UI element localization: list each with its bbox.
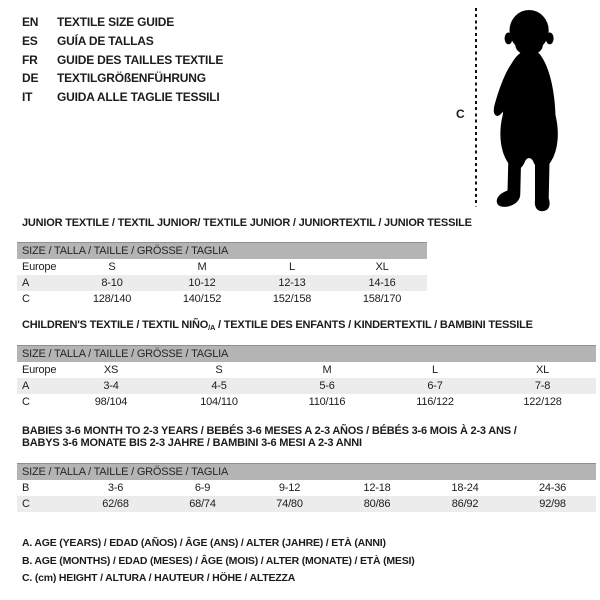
language-list [22, 13, 223, 107]
language-code: FR [22, 52, 38, 67]
language-row-fr [22, 51, 223, 70]
babies-textile-section [17, 425, 596, 512]
size-cell: L [289, 261, 295, 273]
height-dashed-line [475, 8, 477, 207]
table-row-height [17, 496, 596, 512]
height-cell: 122/128 [523, 396, 562, 408]
height-cell: 80/86 [333, 496, 421, 512]
height-cell: 158/170 [362, 293, 402, 305]
footnote-age-months: B. AGE (MONTHS) / EDAD (MESES) / ÂGE (MOIS) / ALTER (MONATE) / ETÀ (MESI) [22, 554, 415, 567]
footnotes [22, 535, 415, 588]
row-label: A [17, 275, 67, 291]
height-cell: 92/98 [509, 496, 596, 512]
row-label: A [17, 378, 57, 394]
table-row-europe [17, 259, 427, 275]
height-cell: 74/80 [246, 496, 333, 512]
language-text: TEXTILGRÖßENFÜHRUNG [57, 71, 206, 86]
table-row-height [17, 394, 596, 410]
age-cell: 10-12 [157, 275, 247, 291]
language-row-es [22, 32, 223, 51]
language-row-it [22, 88, 223, 107]
language-code: IT [22, 90, 33, 105]
size-header-row [17, 346, 596, 363]
size-cell: M [197, 261, 207, 273]
footnote-age-years: A. AGE (YEARS) / EDAD (AÑOS) / ÂGE (ANS) / ALTER (JAHRE) / ETÀ (ANNI) [22, 537, 386, 549]
height-cell: 62/68 [72, 496, 159, 512]
language-code: EN [22, 15, 39, 29]
height-cell: 86/92 [421, 496, 509, 512]
size-cell: L [432, 364, 438, 376]
table-row-age [17, 275, 427, 291]
age-cell: 6-9 [194, 482, 211, 494]
language-text: GUIDE DES TAILLES TEXTILE [57, 52, 224, 67]
table-row-age-months [17, 480, 596, 496]
height-cell: 128/140 [92, 293, 132, 305]
height-cell: 152/158 [272, 293, 312, 305]
size-cell: XS [103, 364, 119, 376]
junior-table-title: JUNIOR TEXTILE / TEXTIL JUNIOR/ TEXTILE JUNIOR / JUNIORTEXTIL / JUNIOR TESSILE [22, 217, 472, 229]
language-text: GUÍA DE TALLAS [57, 33, 154, 48]
age-cell: 9-12 [278, 482, 301, 494]
age-cell: 8-10 [67, 275, 157, 291]
babies-table-title-line2: BABYS 3-6 MONATE BIS 2-3 JAHRE / BAMBINI 3-6 MESI A 2-3 ANNI [22, 437, 362, 449]
age-cell: 4-5 [165, 378, 273, 394]
title-subscript: /A [208, 323, 216, 332]
size-header-row [17, 464, 596, 481]
row-label: B [22, 482, 30, 494]
table-row-age [17, 378, 596, 394]
height-cell: 110/116 [308, 396, 346, 408]
title-part: CHILDREN'S TEXTILE / TEXTIL NIÑO [22, 319, 209, 331]
size-cell: S [215, 364, 223, 376]
row-label: C [22, 396, 30, 408]
language-row-en [22, 13, 223, 32]
size-header-label: SIZE / TALLA / TAILLE / GRÖSSE / TAGLIA [17, 346, 596, 363]
height-cell: 98/104 [94, 396, 128, 408]
size-cell: S [108, 261, 116, 273]
children-textile-section [17, 319, 596, 410]
height-figure [452, 5, 592, 217]
age-cell: 24-36 [538, 482, 567, 494]
size-cell: XL [375, 261, 389, 273]
title-part: / TEXTILE DES ENFANTS / KINDERTEXTIL / BAMBINI TESSILE [215, 319, 533, 331]
table-row-height [17, 291, 427, 307]
row-label: C [22, 293, 30, 305]
language-text: TEXTILE SIZE GUIDE [57, 15, 175, 29]
size-cell: XL [536, 364, 550, 376]
age-cell: 7-8 [489, 378, 596, 394]
row-label: C [17, 496, 72, 512]
children-table-title [22, 319, 596, 332]
age-cell: 18-24 [451, 482, 479, 494]
row-label: Europe [22, 364, 57, 376]
age-cell: 5-6 [273, 378, 381, 394]
size-header-row [17, 243, 427, 260]
size-header-label: SIZE / TALLA / TAILLE / GRÖSSE / TAGLIA [17, 243, 427, 260]
babies-table-title-line1: BABIES 3-6 MONTH TO 2-3 YEARS / BEBÉS 3-6 MESES A 2-3 AÑOS / BÉBÉS 3-6 MOIS À 2-3 ANS / [22, 425, 517, 437]
language-code: ES [22, 33, 38, 48]
babies-table [17, 463, 596, 512]
height-measure-label: C [456, 107, 465, 121]
age-cell: 12-13 [247, 275, 337, 291]
height-cell: 104/110 [200, 396, 238, 408]
size-cell: M [322, 364, 332, 376]
language-text: GUIDA ALLE TAGLIE TESSILI [57, 90, 220, 105]
children-table [17, 345, 596, 410]
language-row-de [22, 69, 223, 88]
footnote-height: C. (cm) HEIGHT / ALTURA / HAUTEUR / HÖHE / ALTEZZA [22, 572, 296, 585]
language-code: DE [22, 71, 39, 86]
height-cell: 68/74 [159, 496, 246, 512]
age-cell: 3-6 [107, 482, 124, 494]
table-row-europe [17, 362, 596, 378]
age-cell: 14-16 [337, 275, 427, 291]
junior-table [17, 242, 427, 307]
age-cell: 12-18 [363, 482, 391, 494]
age-cell: 3-4 [57, 378, 165, 394]
junior-textile-section [17, 217, 472, 307]
age-cell: 6-7 [381, 378, 489, 394]
row-label: Europe [22, 261, 57, 273]
height-cell: 140/152 [182, 293, 222, 305]
toddler-silhouette-icon [488, 8, 580, 214]
height-cell: 116/122 [416, 396, 454, 408]
size-header-label: SIZE / TALLA / TAILLE / GRÖSSE / TAGLIA [17, 464, 596, 481]
